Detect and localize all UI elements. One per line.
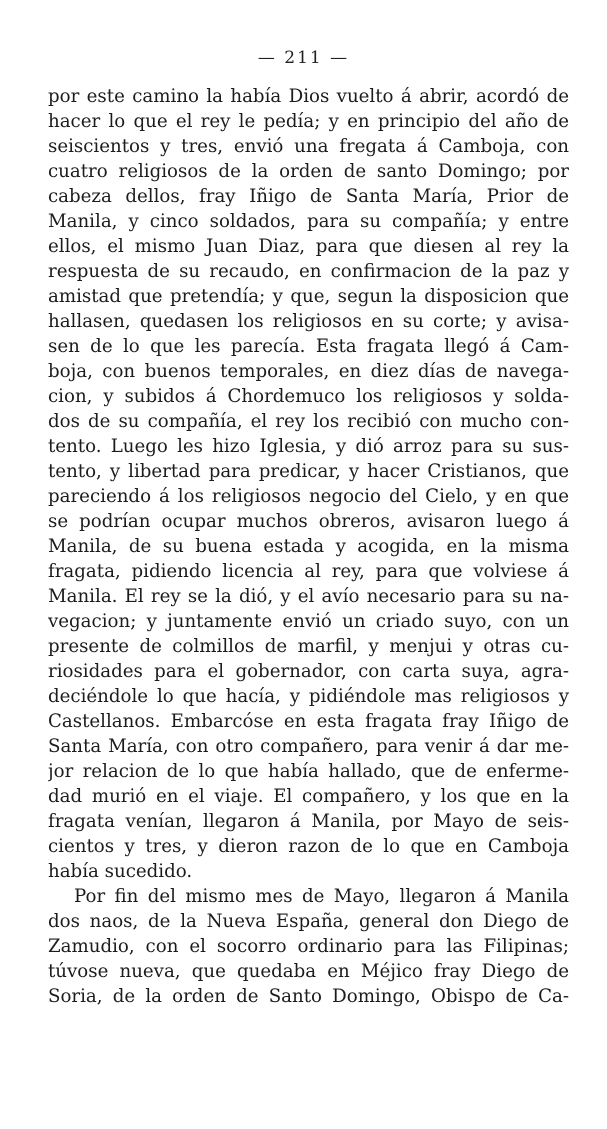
text-line: se podrían ocupar muchos obreros, avisaron luego á <box>48 511 569 532</box>
text-line: fragata, pidiendo licencia al rey, para que volviese á <box>48 561 569 582</box>
text-line: Zamudio, con el socorro ordinario para las Filipinas; <box>48 936 569 957</box>
text-line: vegacion; y juntamente envió un criado suyo, con un <box>48 611 569 632</box>
page-number: — 211 — <box>257 48 350 68</box>
text-line: Por fin del mismo mes de Mayo, llegaron á Manila <box>74 886 569 907</box>
text-line: hallasen, quedasen los religiosos en su corte; y avisa- <box>48 311 569 332</box>
text-line: cuatro religiosos de la orden de santo Domingo; por <box>48 161 569 182</box>
text-line: por este camino la había Dios vuelto á abrir, acordó de <box>48 86 569 107</box>
paragraph <box>48 884 569 1009</box>
text-line: tento, y libertad para predicar, y hacer Cristianos, que <box>48 461 569 482</box>
text-line: ellos, el mismo Juan Diaz, para que diesen al rey la <box>48 236 569 257</box>
text-line: dos de su compañía, el rey los recibió con mucho con- <box>48 411 569 432</box>
text-line: seiscientos y tres, envió una fregata á Camboja, con <box>48 136 569 157</box>
text-line: presente de colmillos de marfil, y menjui y otras cu- <box>48 636 569 657</box>
text-line: respuesta de su recaudo, en confirmacion de la paz y <box>48 261 569 282</box>
text-line: había sucedido. <box>48 861 193 882</box>
text-line: Castellanos. Embarcóse en esta fragata fray Iñigo de <box>48 711 569 732</box>
text-line: pareciendo á los religiosos negocio del Cielo, y en que <box>48 486 569 507</box>
text-line: jor relacion de lo que había hallado, que de enferme- <box>48 761 569 782</box>
text-line: Manila, de su buena estada y acogida, en la misma <box>48 536 569 557</box>
text-line: cion, y subidos á Chordemuco los religiosos y solda- <box>48 386 569 407</box>
text-line: Manila. El rey se la dió, y el avío necesario para su na- <box>48 586 569 607</box>
text-line: hacer lo que el rey le pedía; y en principio del año de <box>48 111 569 132</box>
text-line: dos naos, de la Nueva España, general don Diego de <box>48 911 569 932</box>
text-line: fragata venían, llegaron á Manila, por Mayo de seis- <box>48 811 569 832</box>
text-line: boja, con buenos temporales, en diez días de navega- <box>48 361 569 382</box>
paragraph <box>48 84 569 884</box>
text-line: Soria, de la orden de Santo Domingo, Obispo de Ca- <box>48 986 569 1007</box>
body-text <box>48 84 569 1009</box>
text-line: amistad que pretendía; y que, segun la disposicion que <box>48 286 569 307</box>
text-line: Santa María, con otro compañero, para venir á dar me- <box>48 736 569 757</box>
text-line: sen de lo que les parecía. Esta fragata llegó á Cam- <box>48 336 569 357</box>
text-line: deciéndole lo que hacía, y pidiéndole mas religiosos y <box>48 686 569 707</box>
text-line: riosidades para el gobernador, con carta suya, agra- <box>48 661 569 682</box>
text-line: cabeza dellos, fray Iñigo de Santa María, Prior de <box>48 186 569 207</box>
text-line: dad murió en el viaje. El compañero, y los que en la <box>48 786 569 807</box>
text-line: tento. Luego les hizo Iglesia, y dió arroz para su sus- <box>48 436 569 457</box>
text-line: Manila, y cinco soldados, para su compañía; y entre <box>48 211 569 232</box>
text-line: túvose nueva, que quedaba en Méjico fray Diego de <box>48 961 569 982</box>
text-line: cientos y tres, y dieron razon de lo que en Camboja <box>48 836 569 857</box>
